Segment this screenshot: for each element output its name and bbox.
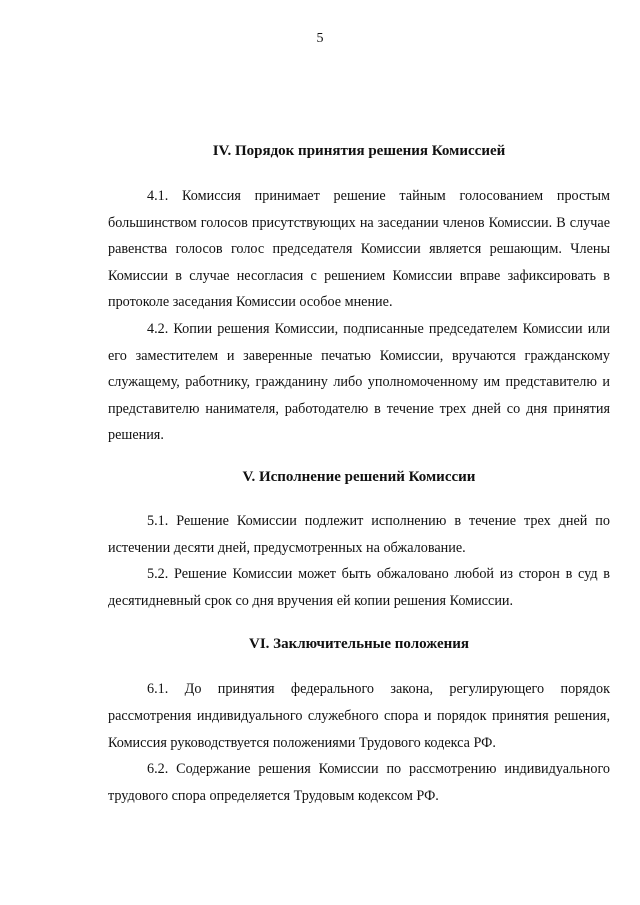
document-body (108, 136, 610, 809)
paragraph-4-1: 4.1. Комиссия принимает решение тайным голосованием простым большинством голосов присутствующих на заседании членов Комиссии. В случае равенства голосов голос председателя Комиссии является решающим. Члены Комиссии в случае несогласия с решением Комиссии вправе зафиксировать в протоколе заседания Комиссии особое мнение. (108, 188, 610, 311)
section-heading-vi: VI. Заключительные положения (249, 636, 469, 653)
section-heading-iv: IV. Порядок принятия решения Комиссией (212, 143, 506, 159)
paragraph-6-2: 6.2. Содержание решения Комиссии по рассмотрению индивидуального трудового спора определяется Трудовым кодексом РФ. (108, 761, 610, 804)
section-heading-v: V. Исполнение решений Комиссии (242, 468, 476, 485)
page-number: 5 (316, 31, 324, 46)
paragraph-6-1: 6.1. До принятия федерального закона, регулирующего порядок рассмотрения индивидуального служебного спора и порядок принятия решения, Комиссия руководствуется положениями Трудового кодекса РФ. (108, 681, 610, 751)
paragraph-5-2: 5.2. Решение Комиссии может быть обжаловано любой из сторон в суд в десятидневный срок со дня вручения ей копии решения Комиссии. (108, 566, 610, 609)
paragraph-4-2: 4.2. Копии решения Комиссии, подписанные председателем Комиссии или его заместителем и заверенные печатью Комиссии, вручаются гражданскому служащему, работнику, гражданину либо уполномоченному им представителю и представителю нанимателя, работодателю в течение трех дней со дня принятия решения. (108, 320, 610, 444)
paragraph-5-1: 5.1. Решение Комиссии подлежит исполнению в течение трех дней по истечении десяти дней, предусмотренных на обжалование. (108, 512, 610, 556)
